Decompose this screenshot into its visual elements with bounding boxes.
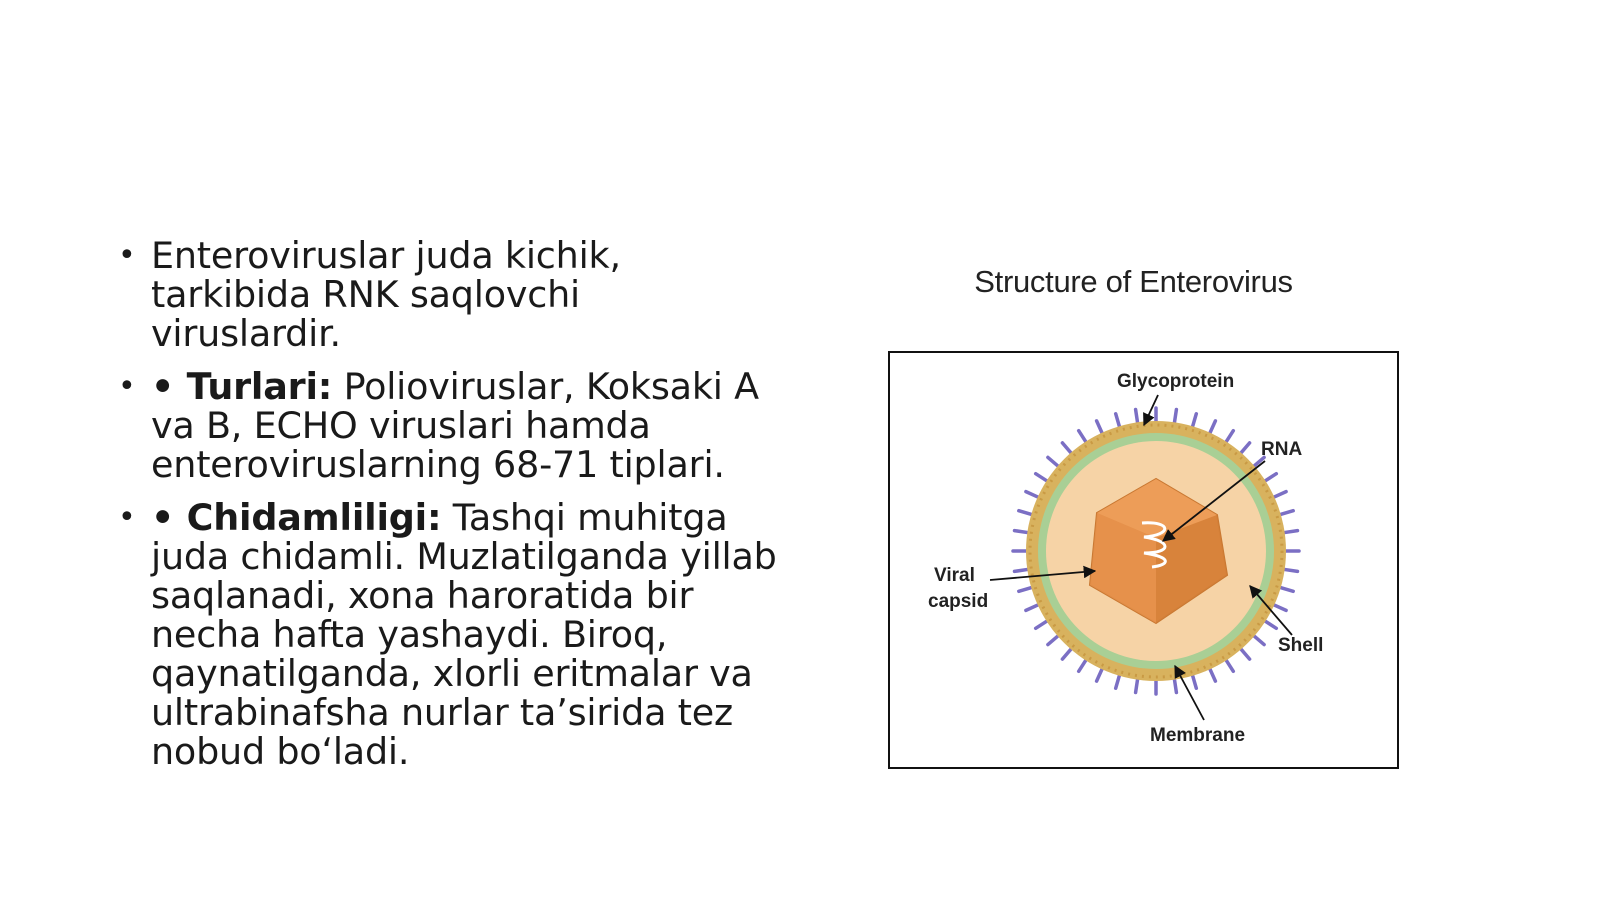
glycoprotein-spike xyxy=(1015,531,1030,533)
glycoprotein-spike xyxy=(1283,569,1298,571)
membrane-label: Membrane xyxy=(1150,725,1246,746)
glycoprotein-spike xyxy=(1279,587,1293,591)
glycoprotein-spike xyxy=(1079,659,1087,672)
glycoprotein-spike xyxy=(1264,474,1277,482)
diagram-frame xyxy=(888,351,1399,769)
bullet-item-resistance xyxy=(118,498,778,771)
glycoprotein-spike xyxy=(1253,635,1264,645)
bullet-list xyxy=(118,236,778,785)
glycoprotein-label: Glycoprotein xyxy=(1117,371,1235,392)
glycoprotein-spike xyxy=(1062,443,1072,454)
glycoprotein-spike xyxy=(1062,648,1072,659)
glycoprotein-spike xyxy=(1036,620,1049,628)
glycoprotein-spike xyxy=(1264,620,1277,628)
glycoprotein-spike xyxy=(1026,604,1040,610)
bullet-item-size xyxy=(118,236,778,353)
viral-capsid-label-line1: Viral xyxy=(934,565,975,586)
glycoprotein-spike xyxy=(1079,431,1087,444)
glycoprotein-spike xyxy=(1048,635,1059,645)
glycoprotein-spike xyxy=(1192,414,1196,428)
glycoprotein-spike xyxy=(1136,678,1138,693)
glycoprotein-spike xyxy=(1225,659,1233,672)
glycoprotein-spike xyxy=(1272,492,1286,498)
glycoprotein-spike xyxy=(1116,674,1120,688)
glycoprotein-spike xyxy=(1026,492,1040,498)
bullet-dot: • xyxy=(118,500,136,535)
glycoprotein-spike xyxy=(1019,511,1033,515)
enterovirus-figure xyxy=(876,250,1416,780)
bullet-bold-prefix: • Turlari: xyxy=(151,365,333,408)
glycoprotein-spike xyxy=(1272,604,1286,610)
glycoprotein-spike xyxy=(1036,474,1049,482)
glycoprotein-spike xyxy=(1209,421,1215,435)
bullet-dot: • xyxy=(118,369,136,404)
glycoprotein-spike xyxy=(1225,431,1233,444)
glycoprotein-spike xyxy=(1279,511,1293,515)
glycoprotein-spike xyxy=(1019,587,1033,591)
figure-title: Structure of Enterovirus xyxy=(974,264,1293,299)
glycoprotein-spike xyxy=(1097,421,1103,435)
viral-capsid-label-line2: capsid xyxy=(928,591,989,612)
bullet-text: Enteroviruslar juda kichik, tarkibida RNK saqlovchi viruslardir. xyxy=(151,234,621,355)
glycoprotein-spike xyxy=(1136,410,1138,425)
bullet-item-types xyxy=(118,367,778,484)
rna-label: RNA xyxy=(1261,439,1303,460)
bullet-bold-prefix: • Chidamliligi: xyxy=(151,496,442,539)
glycoprotein-spike xyxy=(1240,648,1250,659)
shell-label: Shell xyxy=(1278,635,1324,656)
glycoprotein-spike xyxy=(1116,414,1120,428)
glycoprotein-spike xyxy=(1240,443,1250,454)
glycoprotein-spike xyxy=(1283,531,1298,533)
bullet-text: Polioviruslar, Koksaki A va B, ECHO viruslari hamda enteroviruslarning 68-71 tiplari. xyxy=(151,365,759,486)
glycoprotein-spike xyxy=(1209,667,1215,681)
bullet-dot: • xyxy=(118,238,136,273)
glycoprotein-spike xyxy=(1174,410,1176,425)
glycoprotein-spike xyxy=(1015,569,1030,571)
bullet-text: Tashqi muhitga juda chidamli. Muzlatilganda yillab saqlanadi, xona haroratida bir necha hafta yashaydi. Biroq, qaynatilganda, xlorli eritmalar va ultrabinafsha nurlar ta’sirida tez nobud bo‘ladi. xyxy=(151,496,777,773)
glycoprotein-spike xyxy=(1097,667,1103,681)
glycoprotein-spike xyxy=(1192,674,1196,688)
virus-diagram xyxy=(890,353,1396,766)
glycoprotein-spike xyxy=(1048,457,1059,467)
glycoprotein-spike xyxy=(1174,678,1176,693)
